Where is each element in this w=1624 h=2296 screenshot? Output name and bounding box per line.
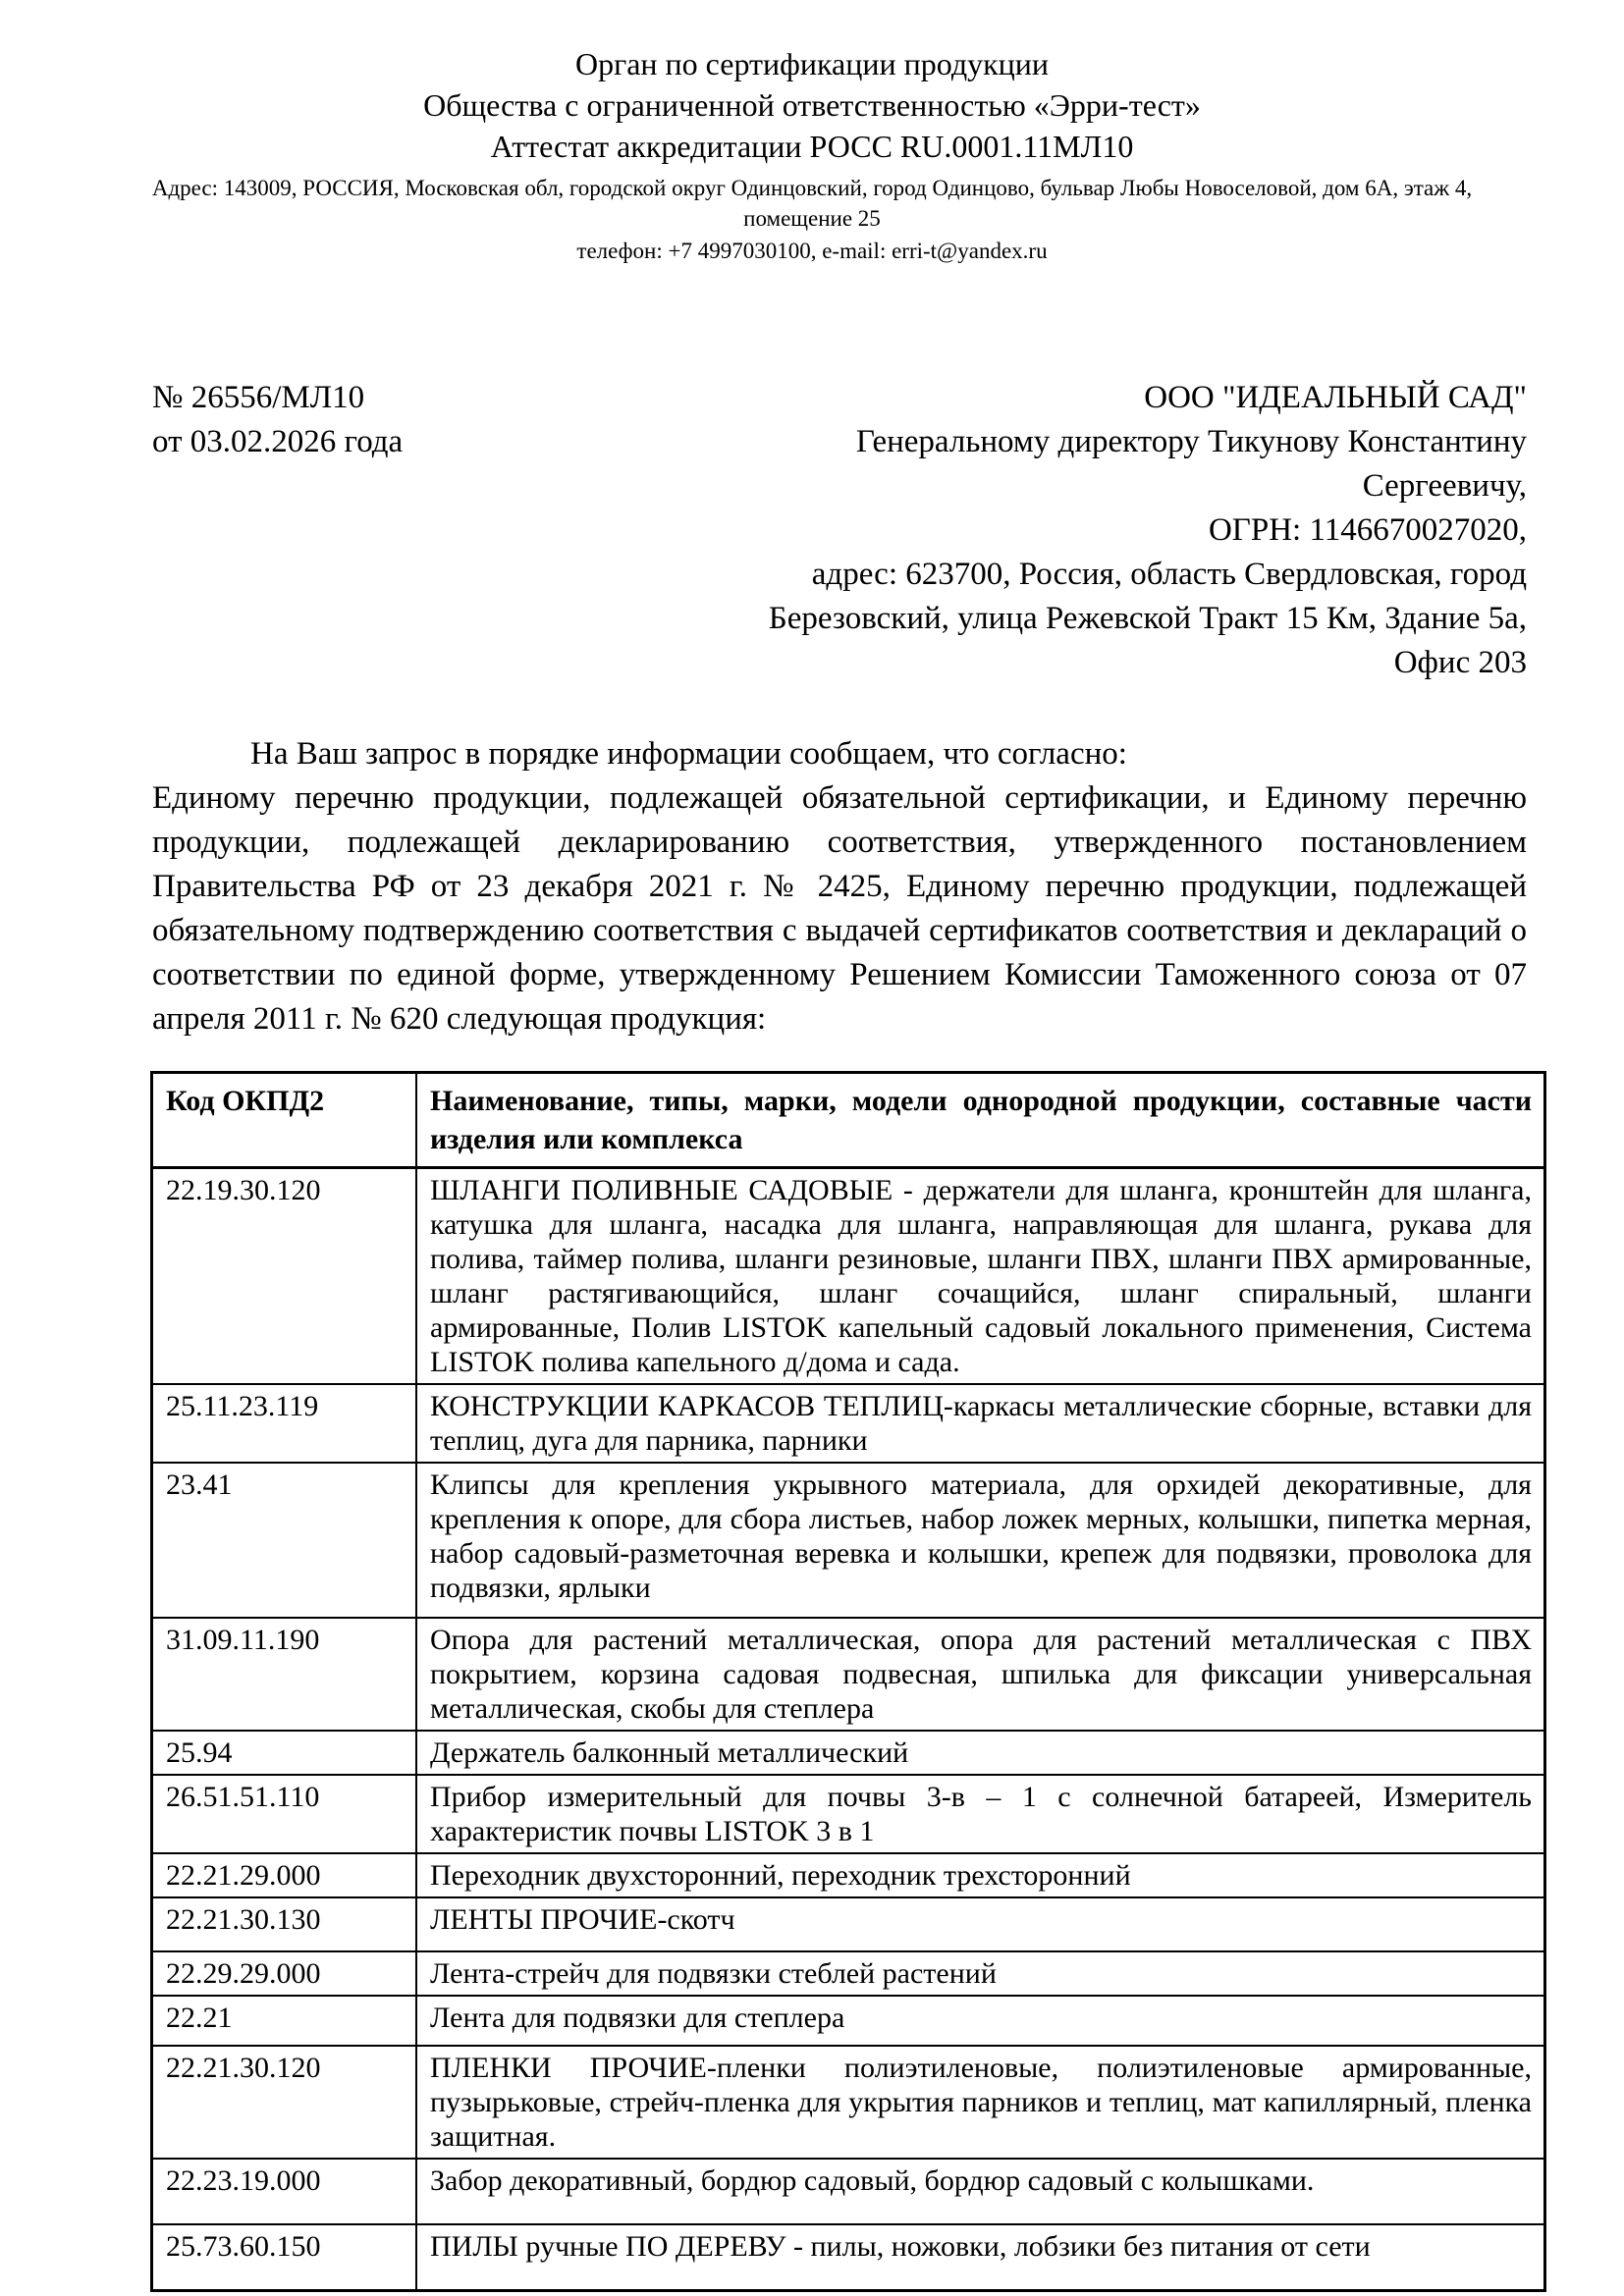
table-row [152,1897,1545,1951]
okpd-code-cell: 25.94 [152,1731,417,1775]
table-row [152,1775,1545,1853]
table-row [152,2224,1545,2291]
okpd-code-cell: 23.41 [152,1463,417,1618]
table-row [152,1618,1545,1731]
paragraph-line: Единому перечню продукции, подлежащей обязательной сертификации, и Единому перечню [152,780,1527,816]
product-description-cell: Забор декоративный, бордюр садовый, бордюр садовый с колышками. [416,2159,1545,2224]
okpd-code-cell: 22.23.19.000 [152,2159,417,2224]
addressee-line: Офис 203 [1393,645,1527,680]
table-row [152,1996,1545,2046]
letter-date: от 03.02.2026 года [152,424,404,459]
reference-and-addressee [152,376,1527,685]
letterhead-accreditation: Аттестат аккредитации РОСС RU.0001.11МЛ10 [490,129,1134,164]
addressee-line: Генеральному директору Тикунову Константину [855,424,1527,459]
letterhead-address [144,173,1480,234]
product-description-cell: Держатель балконный металлический [416,1731,1545,1775]
product-description-cell: Лента для подвязки для степлера [416,1996,1545,2046]
okpd-code-cell: 31.09.11.190 [152,1618,417,1731]
legal-paragraph [152,776,1527,1041]
okpd-code-cell: 22.21.30.120 [152,2046,417,2159]
paragraph-line: продукции, подлежащей декларированию соответствия, утвержденного постановлением [152,825,1527,860]
reference-block [152,376,403,464]
paragraph-line: обязательному подтверждению соответствия с выдачей сертификатов соответствия и деклараций о [152,913,1527,948]
letter-body [152,732,1527,1041]
addressee-line: ООО "ИДЕАЛЬНЫЙ САД" [1144,380,1527,415]
table-row [152,1168,1545,1385]
okpd-code-cell: 25.11.23.119 [152,1384,417,1463]
okpd-code-cell: 22.21.30.130 [152,1897,417,1951]
addressee-block [769,376,1527,685]
product-description-cell: Прибор измерительный для почвы 3-в – 1 с солнечной батареей, Измеритель характеристик почвы LISTOK 3 в 1 [416,1775,1545,1853]
table-row [152,1463,1545,1618]
okpd-code-cell: 22.29.29.000 [152,1951,417,1996]
letterhead-org-name: Общества с ограниченной ответственностью «Эрри-тест» [423,87,1201,123]
product-description-cell: Переходник двухсторонний, переходник трехсторонний [416,1853,1545,1897]
product-description-cell: ПИЛЫ ручные ПО ДЕРЕВУ - пилы, ножовки, лобзики без питания от сети [416,2224,1545,2291]
letterhead-address-line: Адрес: 143009, РОССИЯ, Московская обл, городской округ Одинцовский, город Одинцово, бульвар Любы Новоселовой, дом 6А, этаж 4, [151,176,1473,200]
table-row [152,2046,1545,2159]
letterhead-contact: телефон: +7 4997030100, e-mail: erri-t@yandex.ru [576,239,1048,263]
products-table [150,1071,1546,2292]
table-row [152,1853,1545,1897]
addressee-line: ОГРН: 1146670027020, [1208,512,1527,548]
letterhead-org-type: Орган по сертификации продукции [574,46,1050,81]
product-description-cell: ЛЕНТЫ ПРОЧИЕ-скотч [416,1897,1545,1951]
product-description-cell: Опора для растений металлическая, опора для растений металлическая с ПВХ покрытием, корзина садовая подвесная, шпилька для фиксации универсальная металлическая, скобы для степлера [416,1618,1545,1731]
intro-line: На Ваш запрос в порядке информации сообщаем, что согласно: [250,736,1127,772]
header-okpd-code: Код ОКПД2 [152,1073,417,1168]
header-product-description: Наименование, типы, марки, модели однородной продукции, составные части изделия или комплекса [416,1073,1545,1168]
addressee-line: адрес: 623700, Россия, область Свердловская, город [811,557,1527,592]
paragraph-line: соответствии по единой форме, утвержденному Решением Комиссии Таможенного союза от 07 [152,957,1527,992]
okpd-code-cell: 26.51.51.110 [152,1775,417,1853]
okpd-code-cell: 22.21.29.000 [152,1853,417,1897]
letterhead-address-line: помещение 25 [743,206,881,231]
okpd-code-cell: 25.73.60.150 [152,2224,417,2291]
letter-number: № 26556/МЛ10 [152,380,365,415]
paragraph-line: Правительства РФ от 23 декабря 2021 г. № 2425, Единому перечню продукции, подлежащей [152,869,1527,904]
okpd-code-cell: 22.19.30.120 [152,1168,417,1385]
product-description-cell: Лента-стрейч для подвязки стеблей растений [416,1951,1545,1996]
table-row [152,1384,1545,1463]
addressee-line: Березовский, улица Режевской Тракт 15 Км, Здание 5а, [768,601,1527,636]
table-header-row [152,1073,1545,1168]
okpd-code-cell: 22.21 [152,1996,417,2046]
table-row [152,1731,1545,1775]
addressee-line: Сергеевичу, [1362,468,1527,504]
product-description-cell: ПЛЕНКИ ПРОЧИЕ-пленки полиэтиленовые, полиэтиленовые армированные, пузырьковые, стрейч-пленка для укрытия парников и теплиц, мат капиллярный, пленка защитная. [416,2046,1545,2159]
product-description-cell: КОНСТРУКЦИИ КАРКАСОВ ТЕПЛИЦ-каркасы металлические сборные, вставки для теплиц, дуга для парника, парники [416,1384,1545,1463]
product-description-cell: Клипсы для крепления укрывного материала, для орхидей декоративные, для крепления к опоре, для сбора листьев, набор ложек мерных, колышки, пипетка мерная, набор садовый-разметочная веревка и колышки, крепеж для подвязки, проволока для подвязки, ярлыки [416,1463,1545,1618]
product-description-cell: ШЛАНГИ ПОЛИВНЫЕ САДОВЫЕ - держатели для шланга, кронштейн для шланга, катушка для шланга, насадка для шланга, направляющая для шланга, рукава для полива, таймер полива, шланги резиновые, шланги ПВХ, шланги ПВХ армированные, шланг растягивающийся, шланг сочащийся, шланг спиральный, шланги армированные, Полив LISTOK капельный садовый локального применения, Система LISTOK полива капельного д/дома и сада. [416,1168,1545,1385]
letterhead [0,0,1624,266]
paragraph-line: апреля 2011 г. № 620 следующая продукция: [152,1001,767,1037]
table-row [152,2159,1545,2224]
table-row [152,1951,1545,1996]
